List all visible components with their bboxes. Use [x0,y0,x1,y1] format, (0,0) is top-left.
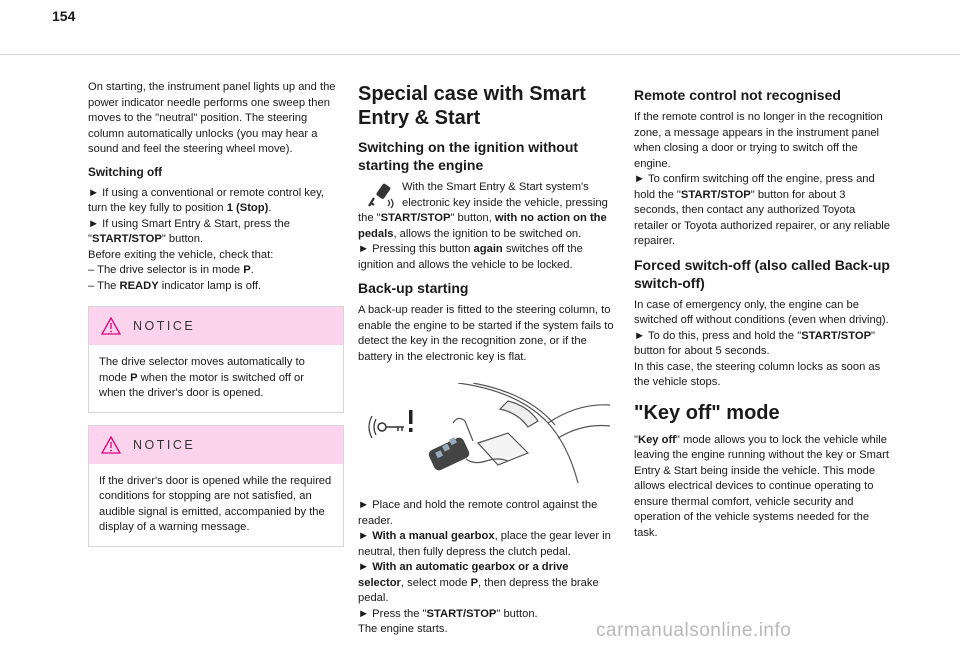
intro-paragraph: On starting, the instrument panel lights up and the power indicator needle performs one sweep then moves to the "neutral" position. The steering column automatically unlocks (you may hear a sound and feel the steering wheel move). [88,81,336,155]
notice-header [89,307,343,345]
start-result: The engine starts. [358,623,448,635]
notice-text: The drive selector moves automatically to mode P when the motor is switched off or when the driver's door is opened. [99,356,305,399]
notice-header [89,426,343,464]
key-warning-icon [369,410,413,438]
notice-title: NOTICE [133,319,196,333]
switching-off-heading: Switching off [88,164,163,179]
backup-starting-heading: Back-up starting [358,280,469,296]
switching-on-paragraph: With the Smart Entry & Start system's electronic key inside the vehicle, pressing the "START/STOP" button, with no action on the pedals, allows the ignition to be switched on. [358,181,608,240]
switching-off-step-2: ► If using Smart Entry & Start, press the "START/STOP" button. [88,217,290,245]
watermark: carmanualsonline.info [596,620,792,641]
check-intro: Before exiting the vehicle, check that: [88,248,274,261]
start-step-2: ► With a manual gearbox, place the gear lever in neutral, then fully depress the clutch pedal. [358,530,611,558]
key-off-heading: "Key off" mode [634,401,780,424]
notice-text: If the driver's door is opened while the required conditions for stopping are not satisfied, an audible signal is emitted, accompanied by the display of a warning message. [99,474,332,533]
warning-triangle-icon [101,317,121,335]
remote-paragraph: If the remote control is no longer in the recognition zone, a message appears in the instrument panel when closing a door or trying to switch off the engine. [634,111,883,170]
column-2 [358,80,616,638]
switching-on-heading: Switching on the ignition without starting the engine [358,139,579,173]
column-3 [634,80,892,545]
forced-step: ► To do this, press and hold the "START/STOP" button for about 5 seconds. [634,329,876,357]
page-number: 154 [52,8,76,24]
smart-key-icon [366,182,396,210]
start-step-1: ► Place and hold the remote control against the reader. [358,499,598,527]
section-title: Special case with Smart Entry & Start [358,83,586,129]
forced-result: In this case, the steering column locks as soon as the vehicle stops. [634,360,881,388]
check-item-ready: – The READY indicator lamp is off. [88,279,262,292]
header-divider [0,54,960,55]
column-1 [88,80,344,557]
backup-reader-illustration [358,383,610,483]
check-item-selector: – The drive selector is in mode P. [88,264,254,276]
start-step-4: ► Press the "START/STOP" button. [358,607,538,620]
notice-box-1 [88,306,344,413]
steering-column-drawing [453,383,610,483]
forced-paragraph: In case of emergency only, the engine can be switched off without conditions (even when driving). [634,298,889,326]
backup-paragraph: A back-up reader is fitted to the steering column, to enable the engine to be started if the system fails to detect the key in the recognition zone, or if the battery in the electronic key is flat. [358,304,614,363]
forced-switch-off-heading: Forced switch-off (also called Back-up switch-off) [634,256,890,291]
start-step-3: ► With an automatic gearbox or a drive selector, select mode P, then depress the brake pedal. [358,561,599,604]
remote-confirm-step: ► To confirm switching off the engine, press and hold the "START/STOP" button for about 3 seconds, then contact any authorized Toyota retailer or Toyota authorized repairer, or any reliable repairer. [634,173,890,247]
switching-on-again: ► Pressing this button again switches off the ignition and allows the vehicle to be locked. [358,243,583,271]
remote-not-recognised-heading: Remote control not recognised [634,87,841,103]
notice-title: NOTICE [133,437,196,452]
warning-triangle-icon [101,436,121,454]
notice-box-2 [88,425,344,547]
key-off-paragraph: "Key off" mode allows you to lock the vehicle while leaving the engine running without the key or Smart Entry & Start being inside the vehicle. This mode allows electrical devices to continue operating to ensure thermal comfort, vehicle security and operation of the vehicle systems needed for the task. [634,433,889,539]
switching-off-step-1: ► If using a conventional or remote control key, turn the key fully to position 1 (Stop). [88,186,324,214]
